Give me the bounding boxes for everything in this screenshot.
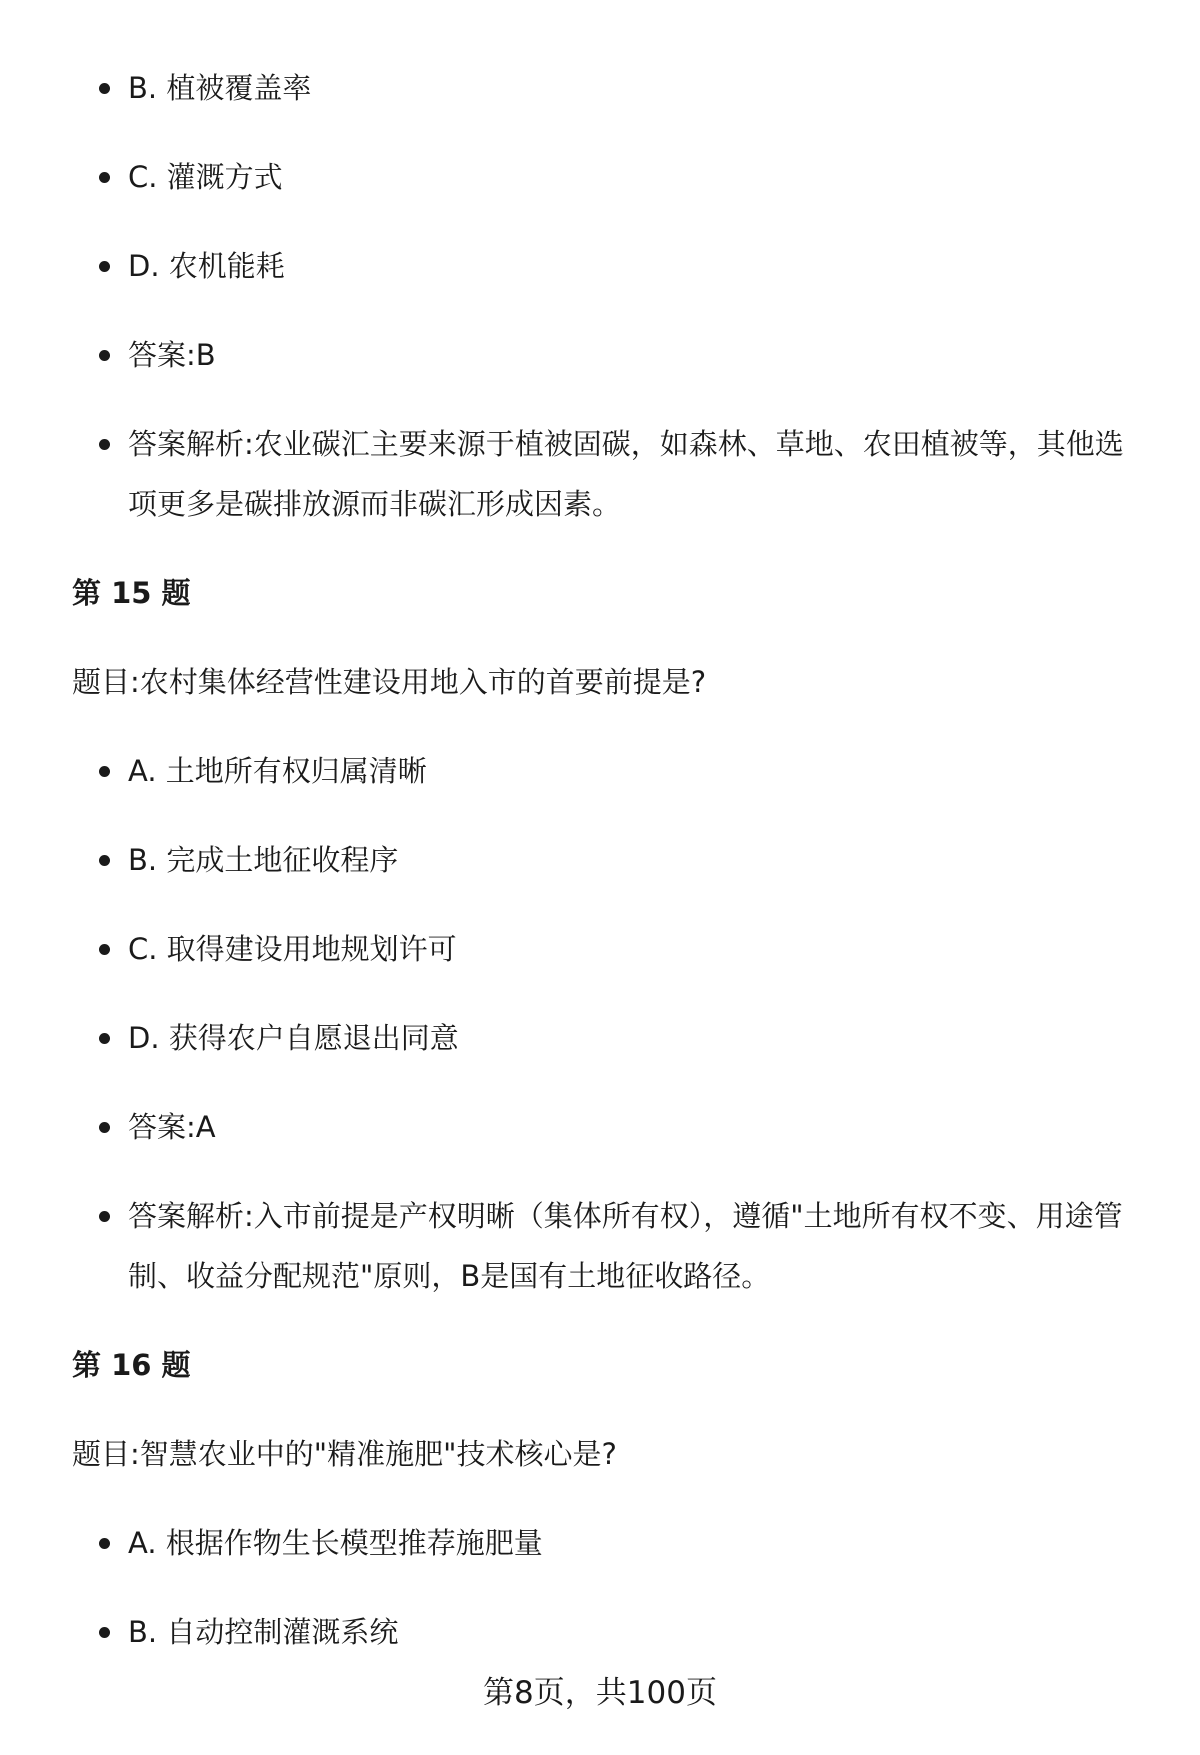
page-content — [72, 58, 1152, 1691]
option-a: A. 根据作物生长模型推荐施肥量 — [72, 1513, 1152, 1573]
question-15-heading: 第 15 题 — [72, 576, 191, 610]
question-14-options — [72, 58, 1152, 534]
option-c: C. 取得建设用地规划许可 — [72, 919, 1152, 979]
answer-explanation: 答案解析:入市前提是产权明晰（集体所有权），遵循"土地所有权不变、用途管制、收益分配规范"原则，B是国有土地征收路径。 — [72, 1186, 1152, 1306]
question-15-options — [72, 741, 1152, 1306]
question-15-stem: 题目:农村集体经营性建设用地入市的首要前提是? — [72, 665, 707, 699]
option-b: B. 完成土地征收程序 — [72, 830, 1152, 890]
option-d: D. 获得农户自愿退出同意 — [72, 1008, 1152, 1068]
answer: 答案:B — [72, 325, 1152, 385]
option-a: A. 土地所有权归属清晰 — [72, 741, 1152, 801]
question-16-options — [72, 1513, 1152, 1662]
option-b: B. 自动控制灌溉系统 — [72, 1602, 1152, 1662]
option-c: C. 灌溉方式 — [72, 147, 1152, 207]
question-16-heading: 第 16 题 — [72, 1348, 191, 1382]
question-16-stem: 题目:智慧农业中的"精准施肥"技术核心是? — [72, 1437, 617, 1471]
answer: 答案:A — [72, 1097, 1152, 1157]
option-b: B. 植被覆盖率 — [72, 58, 1152, 118]
option-d: D. 农机能耗 — [72, 236, 1152, 296]
answer-explanation: 答案解析:农业碳汇主要来源于植被固碳，如森林、草地、农田植被等，其他选项更多是碳排放源而非碳汇形成因素。 — [72, 414, 1152, 534]
page-number-footer: 第8页，共100页 — [483, 1675, 717, 1711]
